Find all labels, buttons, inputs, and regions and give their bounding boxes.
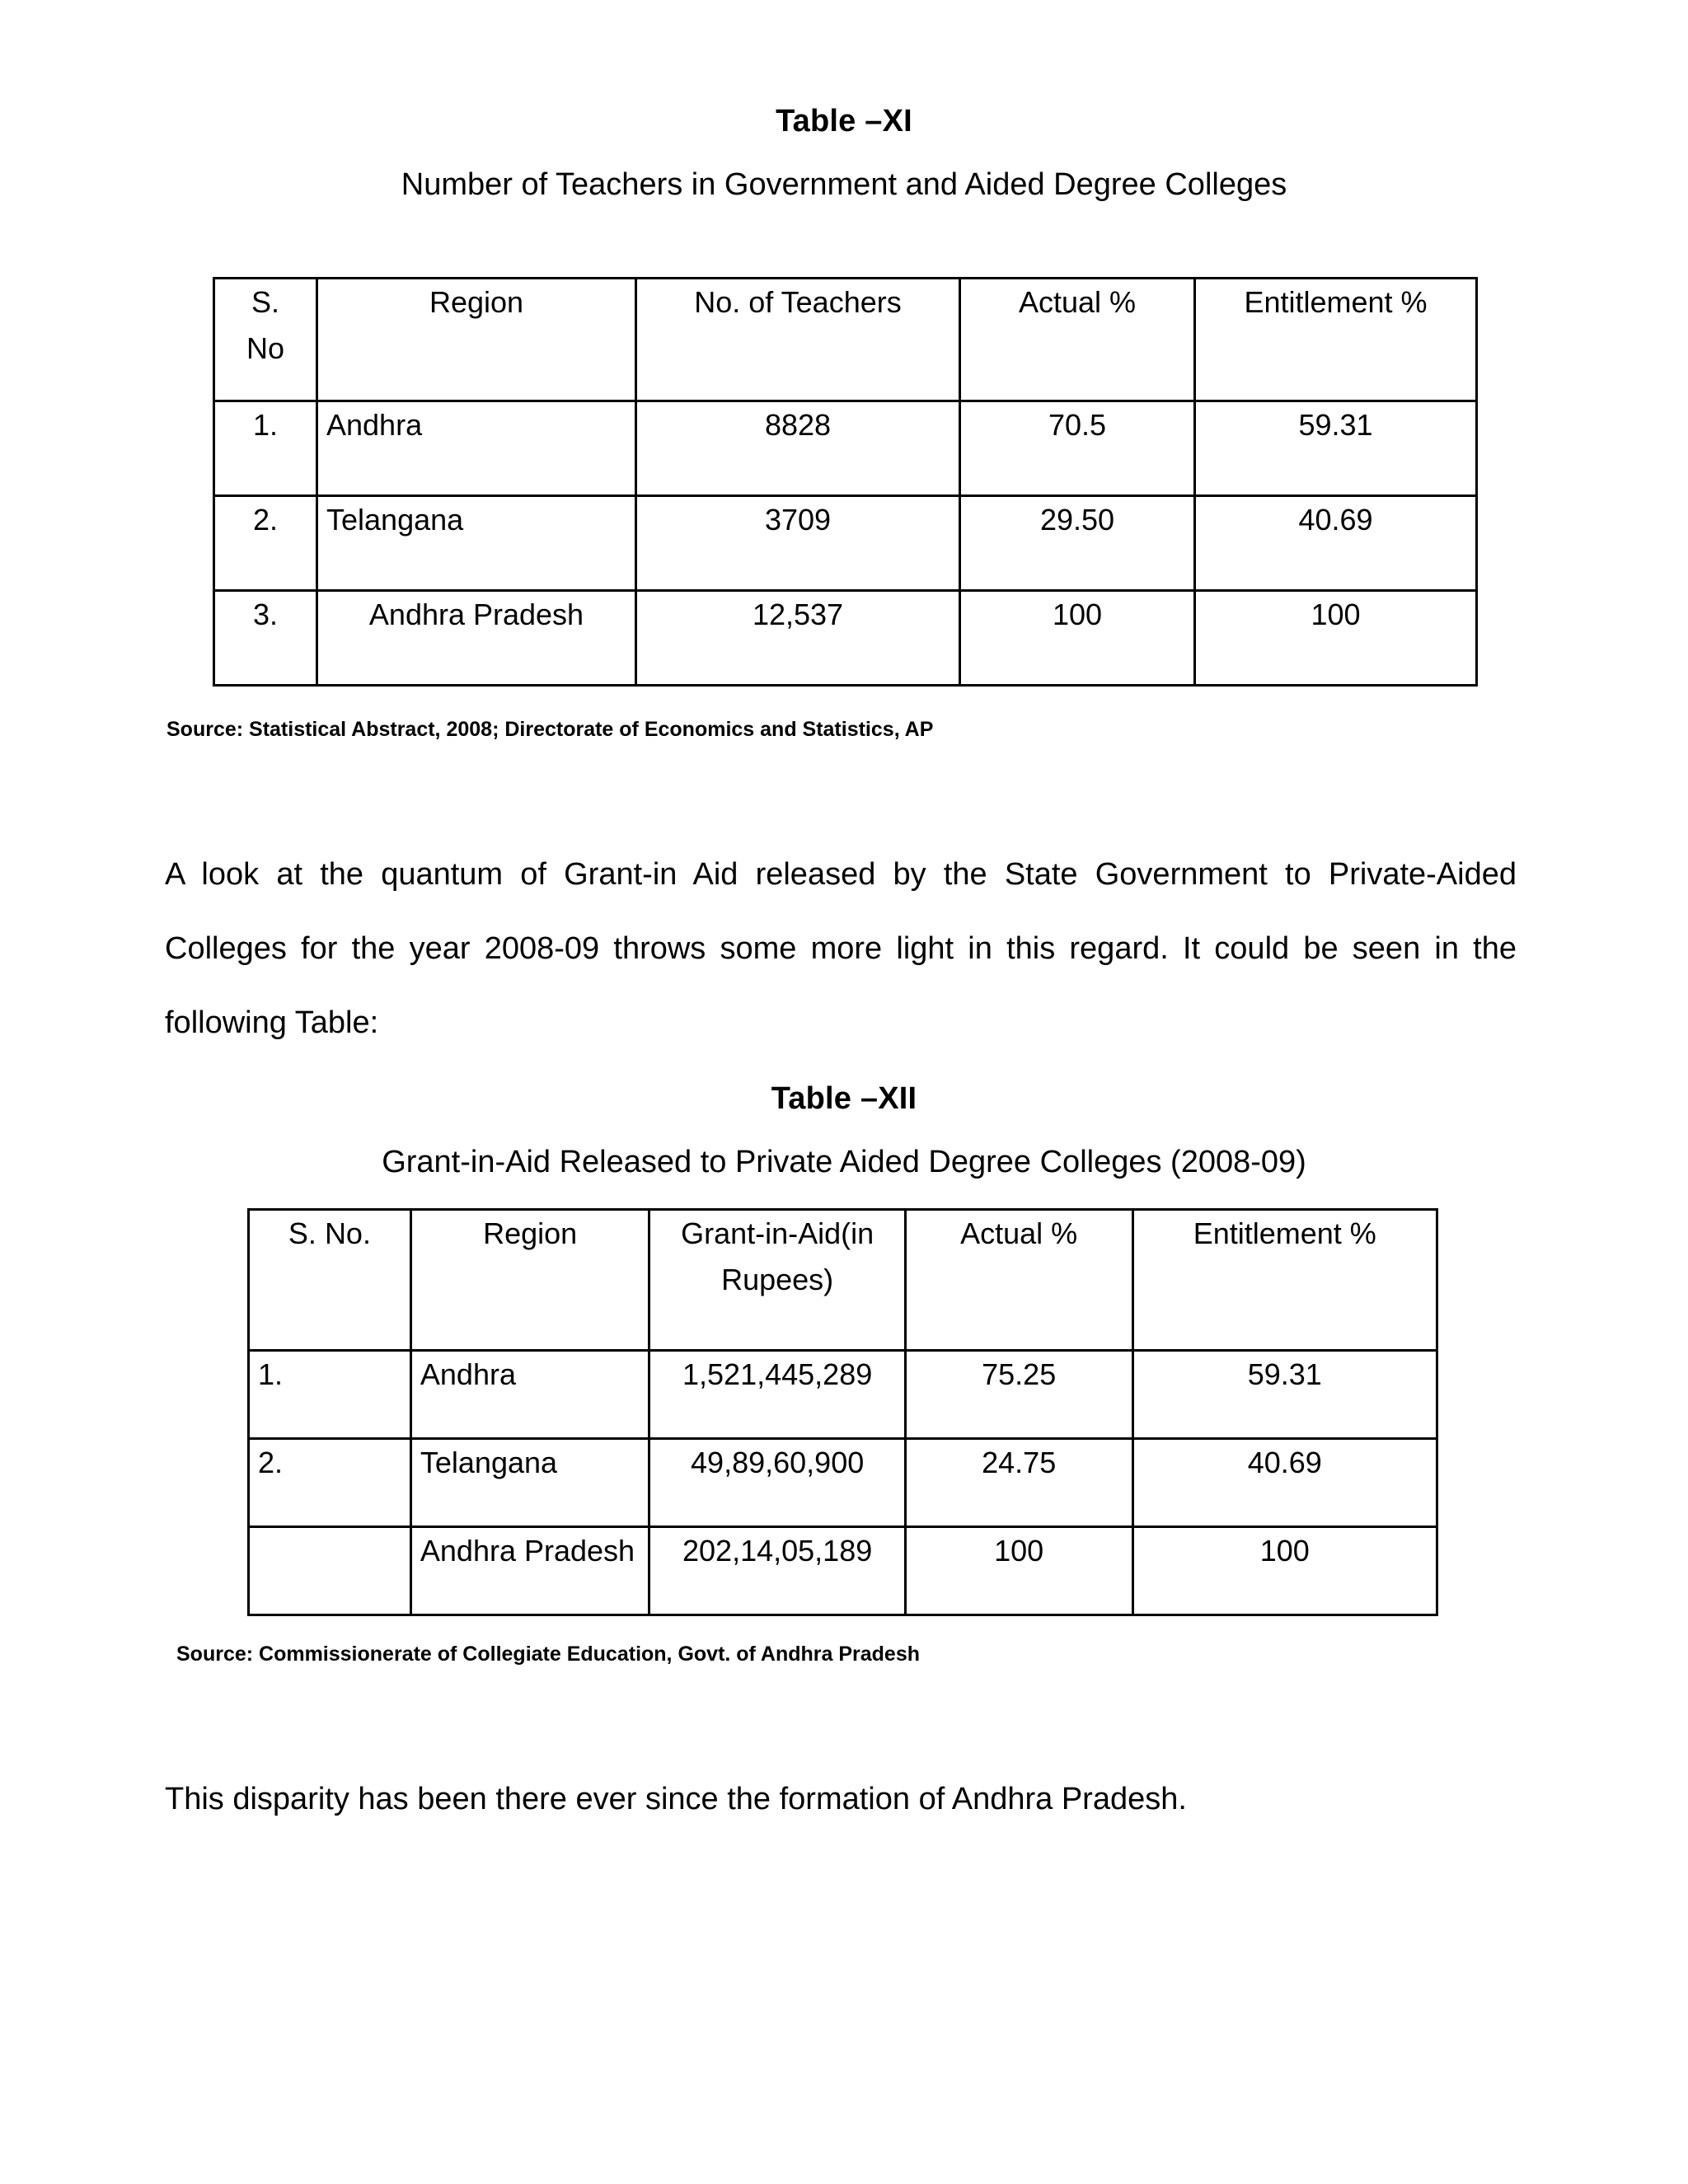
cell-entitlement: 100 [1132, 1527, 1437, 1615]
column-header-sno [214, 279, 317, 401]
cell-sno: 3. [214, 591, 317, 686]
cell-region: Andhra [410, 1351, 649, 1439]
table-row [249, 1439, 1437, 1527]
spacer [196, 1616, 1492, 1643]
cell-region: Andhra [317, 401, 636, 496]
cell-actual: 70.5 [960, 401, 1195, 496]
spacer [196, 1666, 1492, 1762]
column-header-region: Region [410, 1210, 649, 1351]
sno-header-line2: No [246, 331, 285, 365]
table-xi-source: Source: Statistical Abstract, 2008; Directorate of Economics and Statistics, AP [166, 718, 934, 741]
table-header-row [214, 279, 1477, 401]
column-header-actual: Actual % [960, 279, 1195, 401]
body-paragraph: A look at the quantum of Grant-in Aid released by the State Government to Private-Aided Colleges for the year 2008-09 throws some more light in this regard. It could be seen in the following Table: [165, 857, 1517, 1040]
cell-teachers: 8828 [636, 401, 960, 496]
table-row [214, 496, 1477, 591]
top-spacer [196, 0, 1492, 104]
column-header-entitlement: Entitlement % [1132, 1210, 1437, 1351]
table-xii-title: Table –XII [771, 1081, 917, 1116]
cell-actual: 75.25 [905, 1351, 1132, 1439]
column-header-entitlement: Entitlement % [1195, 279, 1477, 401]
cell-sno: 1. [249, 1351, 411, 1439]
column-header-sno: S. No. [249, 1210, 411, 1351]
teachers-table [213, 277, 1478, 687]
spacer [196, 1180, 1492, 1208]
cell-entitlement: 100 [1195, 591, 1477, 686]
cell-teachers: 12,537 [636, 591, 960, 686]
grant-header-line1: Grant-in-Aid(in [681, 1216, 874, 1250]
cell-entitlement: 59.31 [1195, 401, 1477, 496]
cell-entitlement: 40.69 [1132, 1439, 1437, 1527]
spacer [196, 203, 1492, 277]
column-header-region: Region [317, 279, 636, 401]
cell-sno: 2. [249, 1439, 411, 1527]
table-row [249, 1351, 1437, 1439]
cell-teachers: 3709 [636, 496, 960, 591]
column-header-teachers: No. of Teachers [636, 279, 960, 401]
closing-paragraph: This disparity has been there ever since the formation of Andhra Pradesh. [165, 1782, 1187, 1816]
cell-region: Andhra Pradesh [317, 591, 636, 686]
cell-region: Telangana [410, 1439, 649, 1527]
spacer [196, 687, 1492, 718]
table-xii-source: Source: Commissionerate of Collegiate Education, Govt. of Andhra Pradesh [176, 1643, 921, 1666]
cell-grant: 1,521,445,289 [649, 1351, 905, 1439]
spacer [196, 742, 1492, 837]
cell-entitlement: 40.69 [1195, 496, 1477, 591]
cell-actual: 24.75 [905, 1439, 1132, 1527]
spacer [196, 139, 1492, 167]
cell-region: Telangana [317, 496, 636, 591]
cell-actual: 100 [905, 1527, 1132, 1615]
column-header-actual: Actual % [905, 1210, 1132, 1351]
cell-grant: 49,89,60,900 [649, 1439, 905, 1527]
sno-header-line1: S. [251, 285, 279, 319]
table-xii-caption: Grant-in-Aid Released to Private Aided Degree Colleges (2008-09) [382, 1145, 1306, 1179]
table-row [214, 401, 1477, 496]
table-header-row [249, 1210, 1437, 1351]
cell-grant: 202,14,05,189 [649, 1527, 905, 1615]
grant-in-aid-table [247, 1208, 1438, 1616]
cell-sno [249, 1527, 411, 1615]
grant-header-line2: Rupees) [721, 1263, 834, 1296]
cell-sno: 2. [214, 496, 317, 591]
column-header-grant [649, 1210, 905, 1351]
cell-entitlement: 59.31 [1132, 1351, 1437, 1439]
table-row [249, 1527, 1437, 1615]
spacer [196, 1060, 1492, 1081]
table-row [214, 591, 1477, 686]
table-xi-caption: Number of Teachers in Government and Aided Degree Colleges [401, 167, 1287, 202]
cell-actual: 29.50 [960, 496, 1195, 591]
table-xi-title: Table –XI [776, 104, 912, 138]
cell-region: Andhra Pradesh [410, 1527, 649, 1615]
spacer [196, 1117, 1492, 1145]
cell-sno: 1. [214, 401, 317, 496]
cell-actual: 100 [960, 591, 1195, 686]
